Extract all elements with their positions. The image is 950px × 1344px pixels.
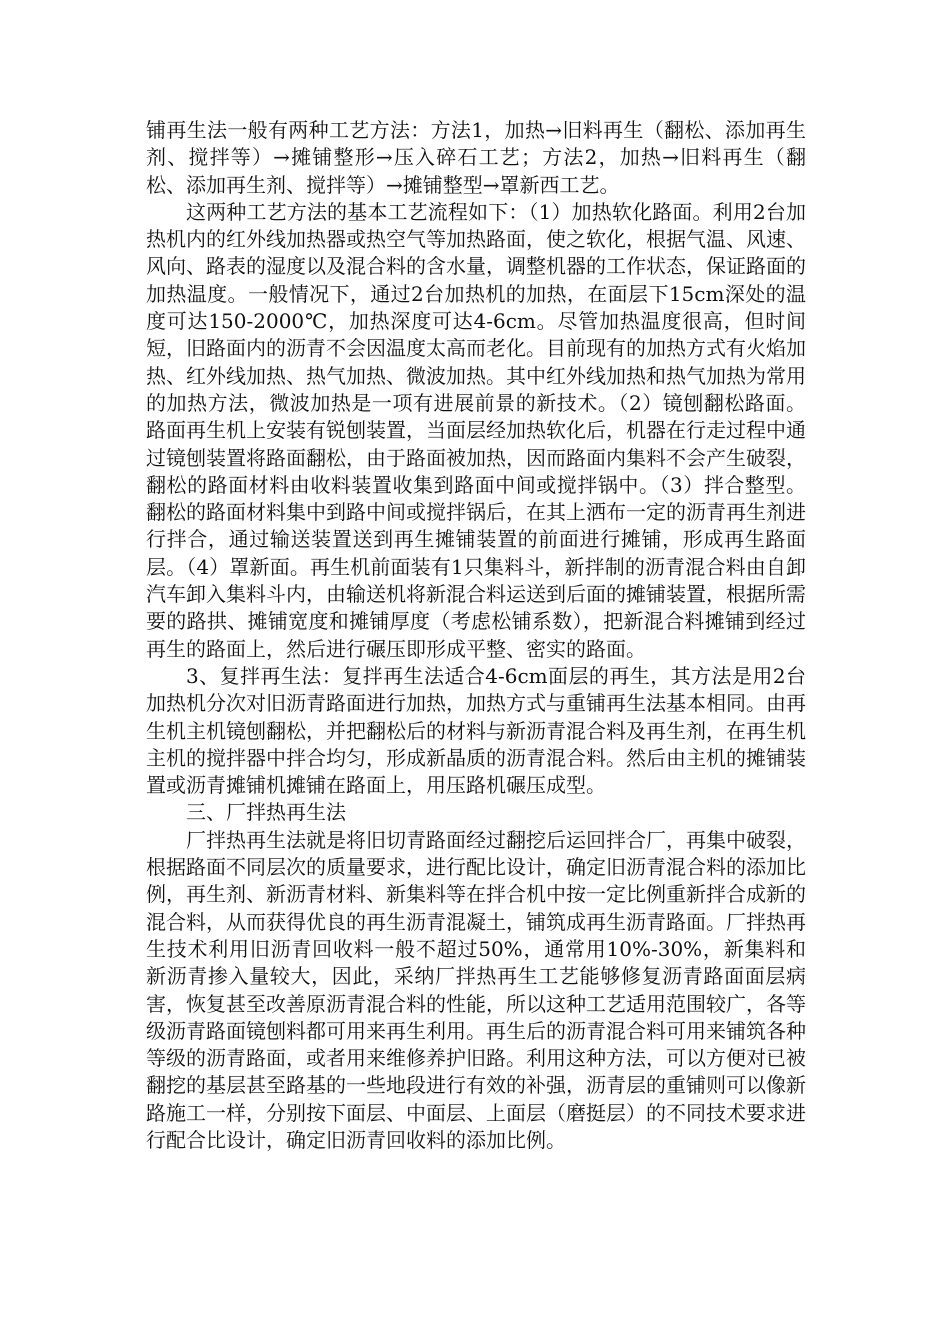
paragraph-plant-hot-recycling: 厂拌热再生法就是将旧切青路面经过翻挖后运回拌合厂，再集中破裂，根据路面不同层次的质量要求，进行配比设计，确定旧沥青混合料的添加比例，再生剂、新沥青材料、新集料等在拌合机中按一定比例重新拌合成新的混合料，从而获得优良的再生沥青混凝土，铺筑成再生沥青路面。厂拌热再生技术利用旧沥青回收料一般不超过50%，通常用10%-30%，新集料和新沥青掺入量较大，因此，采纳厂拌热再生工艺能够修复沥青路面面层病害，恢复甚至改善原沥青混合料的性能，所以这种工艺适用范围较广，各等级沥青路面镜刨料都可用来再生利用。再生后的沥青混合料可用来铺筑各种等级的沥青路面，或者用来维修养护旧路。利用这种方法，可以方便对已被翻挖的基层甚至路基的一些地段进行有效的补强，沥青层的重铺则可以像新路施工一样，分别按下面层、中面层、上面层（磨挺层）的不同技术要求进行配合比设计，确定旧沥青回收料的添加比例。 <box>146 827 806 1152</box>
paragraph-remix-regeneration: 3、复拌再生法：复拌再生法适合4-6cm面层的再生，其方法是用2台加热机分次对旧沥青路面进行加热，加热方式与重铺再生法基本相同。由再生机主机镜刨翻松，并把翻松后的材料与新沥青混合料及再生剂，在再生机主机的搅拌器中拌合均匀，形成新晶质的沥青混合料。然后由主机的摊铺装置或沥青摊铺机摊铺在路面上，用压路机碾压成型。 <box>146 663 806 798</box>
paragraph-process-flow: 这两种工艺方法的基本工艺流程如下：（1）加热软化路面。利用2台加热机内的红外线加热器或热空气等加热路面，使之软化，根据气温、风速、风向、路表的湿度以及混合料的含水量，调整机器的工作状态，保证路面的加热温度。一般情况下，通过2台加热机的加热，在面层下15cm深处的温度可达150-2000℃，加热深度可达4-6cm。尽管加热温度很高，但时间短，旧路面内的沥青不会因温度太高而老化。目前现有的加热方式有火焰加热、红外线加热、热气加热、微波加热。其中红外线加热和热气加热为常用的加热方法，微波加热是一项有进展前景的新技术。（2）镜刨翻松路面。路面再生机上安装有锐刨装置，当面层经加热软化后，机器在行走过程中通过镜刨装置将路面翻松，由于路面被加热，因而路面内集料不会产生破裂，翻松的路面材料由收料装置收集到路面中间或搅拌锅中。（3）拌合整型。翻松的路面材料集中到路中间或搅拌锅后，在其上洒布一定的沥青再生剂进行拌合，通过输送装置送到再生摊铺装置的前面进行摊铺，形成再生路面层。（4）罩新面。再生机前面装有1只集料斗，新拌制的沥青混合料由自卸汽车卸入集料斗内，由输送机将新混合料运送到后面的摊铺装置，根据所需要的路拱、摊铺宽度和摊铺厚度（考虑松铺系数），把新混合料摊铺到经过再生的路面上，然后进行碾压即形成平整、密实的路面。 <box>146 199 806 661</box>
paragraph-method-overview: 铺再生法一般有两种工艺方法：方法1，加热→旧料再生（翻松、添加再生剂、搅拌等）→摊铺整形→压入碎石工艺；方法2，加热→旧料再生（翻松、添加再生剂、搅拌等）→摊铺整型→罩新西工艺。 <box>146 118 806 197</box>
document-body <box>146 117 806 1154</box>
section-heading-plant-hot-recycling: 三、厂拌热再生法 <box>186 800 346 825</box>
